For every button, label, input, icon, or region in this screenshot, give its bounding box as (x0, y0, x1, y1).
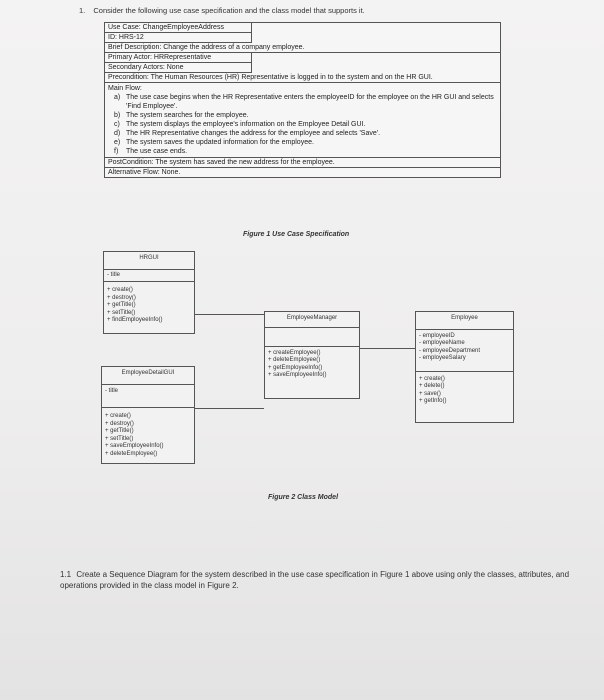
class-employee (415, 311, 514, 423)
class-employee-manager (264, 311, 360, 399)
class-name: HRGUI (104, 252, 194, 270)
main-flow-step: b) The system searches for the employee. (114, 112, 249, 119)
class-employee-detail-gui (101, 366, 195, 464)
use-case-name: Use Case: ChangeEmployeeAddress (105, 23, 252, 33)
use-case-table (104, 22, 501, 178)
main-flow-step: f) The use case ends. (114, 148, 188, 155)
question-text: Consider the following use case specification and the class model that supports it. (93, 6, 365, 15)
question-number: 1. (79, 6, 86, 15)
task-number: 1.1 (60, 570, 72, 579)
class-operations: + create() + destroy() + getTitle() + setTitle() + findEmployeeInfo() (107, 287, 163, 323)
main-flow-step: e) The system saves the updated information for the employee. (114, 139, 314, 146)
question-heading (79, 6, 365, 15)
use-case-id: ID: HRS-12 (105, 33, 252, 43)
association-line (359, 348, 415, 349)
class-hrgui (103, 251, 195, 334)
task-text: Create a Sequence Diagram for the system described in the use case specification in Figure 1 above using only the classes, attributes, and operations provided in the class model in Figure 2. (60, 570, 570, 590)
class-name: EmployeeDetailGUI (102, 367, 194, 385)
class-operations: + createEmployee() + deleteEmployee() + getEmployeeInfo() + saveEmployeeInfo() (268, 349, 327, 378)
use-case-main-flow (105, 83, 500, 158)
class-attributes: - title (102, 385, 194, 409)
main-flow-label: Main Flow: (108, 85, 142, 92)
class-attributes: - title (104, 270, 194, 283)
main-flow-step: d) The HR Representative changes the address for the employee and selects 'Save'. (114, 130, 381, 137)
class-attributes (265, 328, 359, 347)
class-operations: + create() + delete() + save() + getInfo() (419, 375, 447, 404)
association-line (194, 408, 264, 409)
main-flow-step: a) The use case begins when the HR Representative enters the employeeID for the employee on the HR GUI and selects 'Find Employee'. (114, 94, 494, 110)
use-case-secondary-actors: Secondary Actors: None (105, 63, 252, 73)
use-case-brief: Brief Description: Change the address of a company employee. (105, 43, 500, 53)
use-case-postcondition: PostCondition: The system has saved the new address for the employee. (105, 158, 500, 168)
figure-2-caption: Figure 2 Class Model (268, 494, 339, 501)
figure-1-caption: Figure 1 Use Case Specification (243, 231, 350, 238)
class-attributes: - employeeID - employeeName - employeeDepartment - employeeSalary (416, 330, 513, 372)
use-case-alternative-flow: Alternative Flow: None. (108, 169, 181, 176)
association-line (194, 314, 264, 315)
task-text-block (60, 569, 570, 591)
use-case-precondition: Precondition: The Human Resources (HR) Representative is logged in to the system and on the HR GUI. (105, 73, 500, 83)
class-operations: + create() + destroy() + getTitle() + setTitle() + saveEmployeeInfo() + deleteEmployee() (105, 413, 164, 457)
class-name: EmployeeManager (265, 312, 359, 328)
class-name: Employee (416, 312, 513, 330)
main-flow-step: c) The system displays the employee's information on the Employee Detail GUI. (114, 121, 366, 128)
use-case-primary-actor: Primary Actor: HRRepresentative (105, 53, 252, 63)
